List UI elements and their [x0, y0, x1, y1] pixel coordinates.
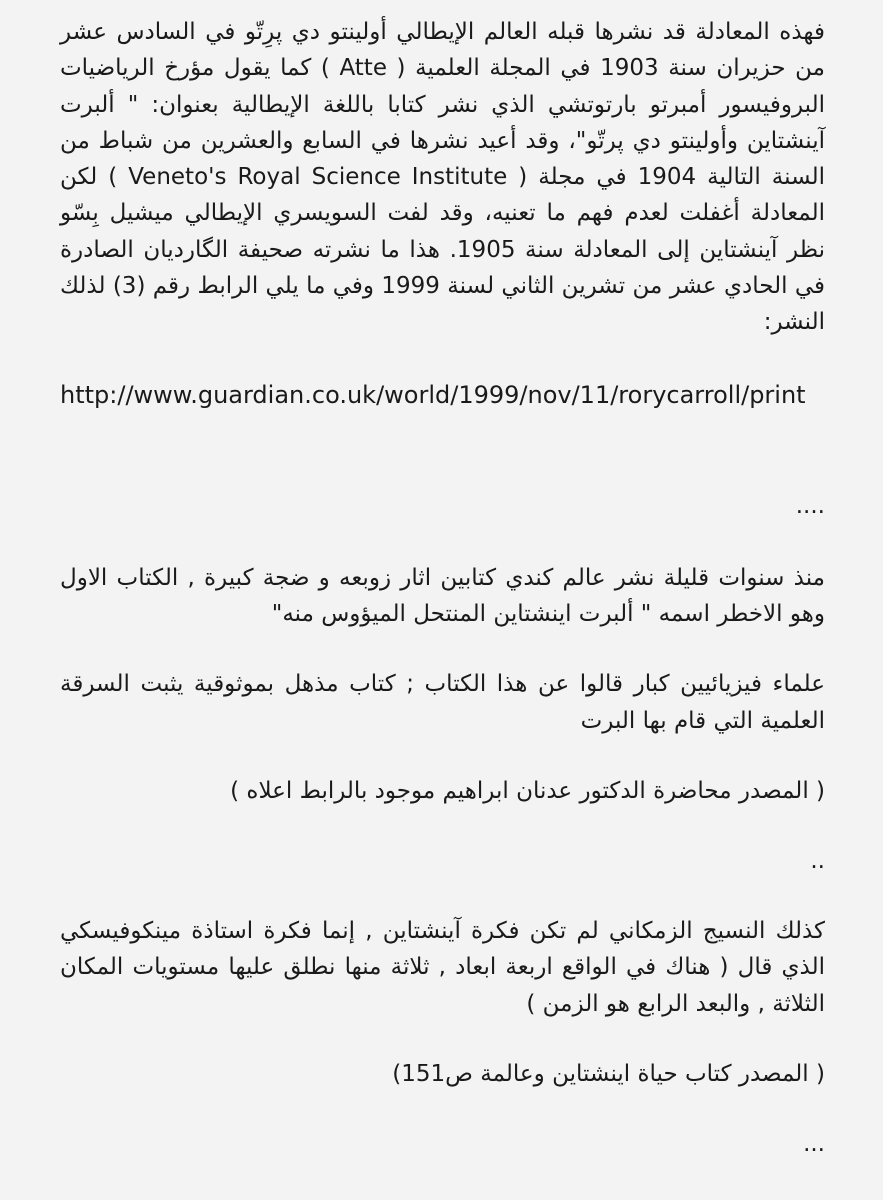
spacer: [60, 632, 825, 666]
paragraph-spacetime: كذلك النسيج الزمكاني لم تكن فكرة آينشتاين , إنما فكرة استاذة مينكوفيسكي الذي قال ( هناك في الواقع اربعة ابعاد , ثلاثة منها نطلق عليها مستويات المكان الثلاثة , والبعد الرابع هو الزمن ): [60, 918, 825, 1017]
paragraph-equation-history: فهذه المعادلة قد نشرها قبله العالم الإيطالي أولينتو دي پرِتّو في السادس عشر من حزيران سنة 1903 في المجلة العلمية ( Atte ) كما يقول مؤرخ الرياضيات البروفيسور أمبرتو بارتوتشي الذي نشر كتابا باللغة الإيطالية بعنوان: " ألبرت آينشتاين وأولينتو دي پرتّو"، وقد أعيد نشرها في السابع والعشرين من شباط من السنة التالية 1904 في مجلة ( Veneto's Royal Science Institute ) لكن المعادلة أغفلت لعدم فهم ما تعنيه، وقد لفت السويسري الإيطالي ميشيل بِسّو نظر آينشتاين إلى المعادلة سنة 1905. هذا ما نشرته صحيفة الگارديان الصادرة في الحادي عشر من تشرين الثاني لسنة 1999 وفي ما يلي الرابط رقم (3) لذلك النشر:: [60, 19, 825, 336]
paragraph-physicists-opinion: علماء فيزيائيين كبار قالوا عن هذا الكتاب ; كتاب مذهل بموثوقية يثبت السرقة العلمية التي قام بها البرت: [60, 671, 825, 734]
guardian-link[interactable]: http://www.guardian.co.uk/world/1999/nov/11/rorycarroll/print: [60, 380, 806, 409]
spacer: [60, 879, 825, 913]
ellipsis-separator: ....: [795, 492, 825, 519]
ellipsis-separator: ...: [803, 1131, 825, 1158]
spacer: [60, 414, 825, 488]
paragraph-canadian-books: منذ سنوات قليلة نشر عالم كندي كتابين اثار زوبعه و ضجة كبيرة , الكتاب الاول وهو الاخطر اسمه " ألبرت اينشتاين المنتحل الميؤوس منه": [60, 564, 825, 627]
spacer: [60, 809, 825, 843]
spacer: [60, 739, 825, 773]
spacer: [60, 524, 825, 560]
spacer: [60, 1092, 825, 1126]
spacer: [60, 1022, 825, 1056]
paragraph-source-book: ( المصدر كتاب حياة اينشتاين وعالمة ص151): [392, 1061, 825, 1088]
spacer: [60, 341, 825, 376]
ellipsis-separator: ..: [810, 848, 825, 875]
paragraph-source-lecture: ( المصدر محاضرة الدكتور عدنان ابراهيم موجود بالرابط اعلاه ): [230, 777, 825, 804]
